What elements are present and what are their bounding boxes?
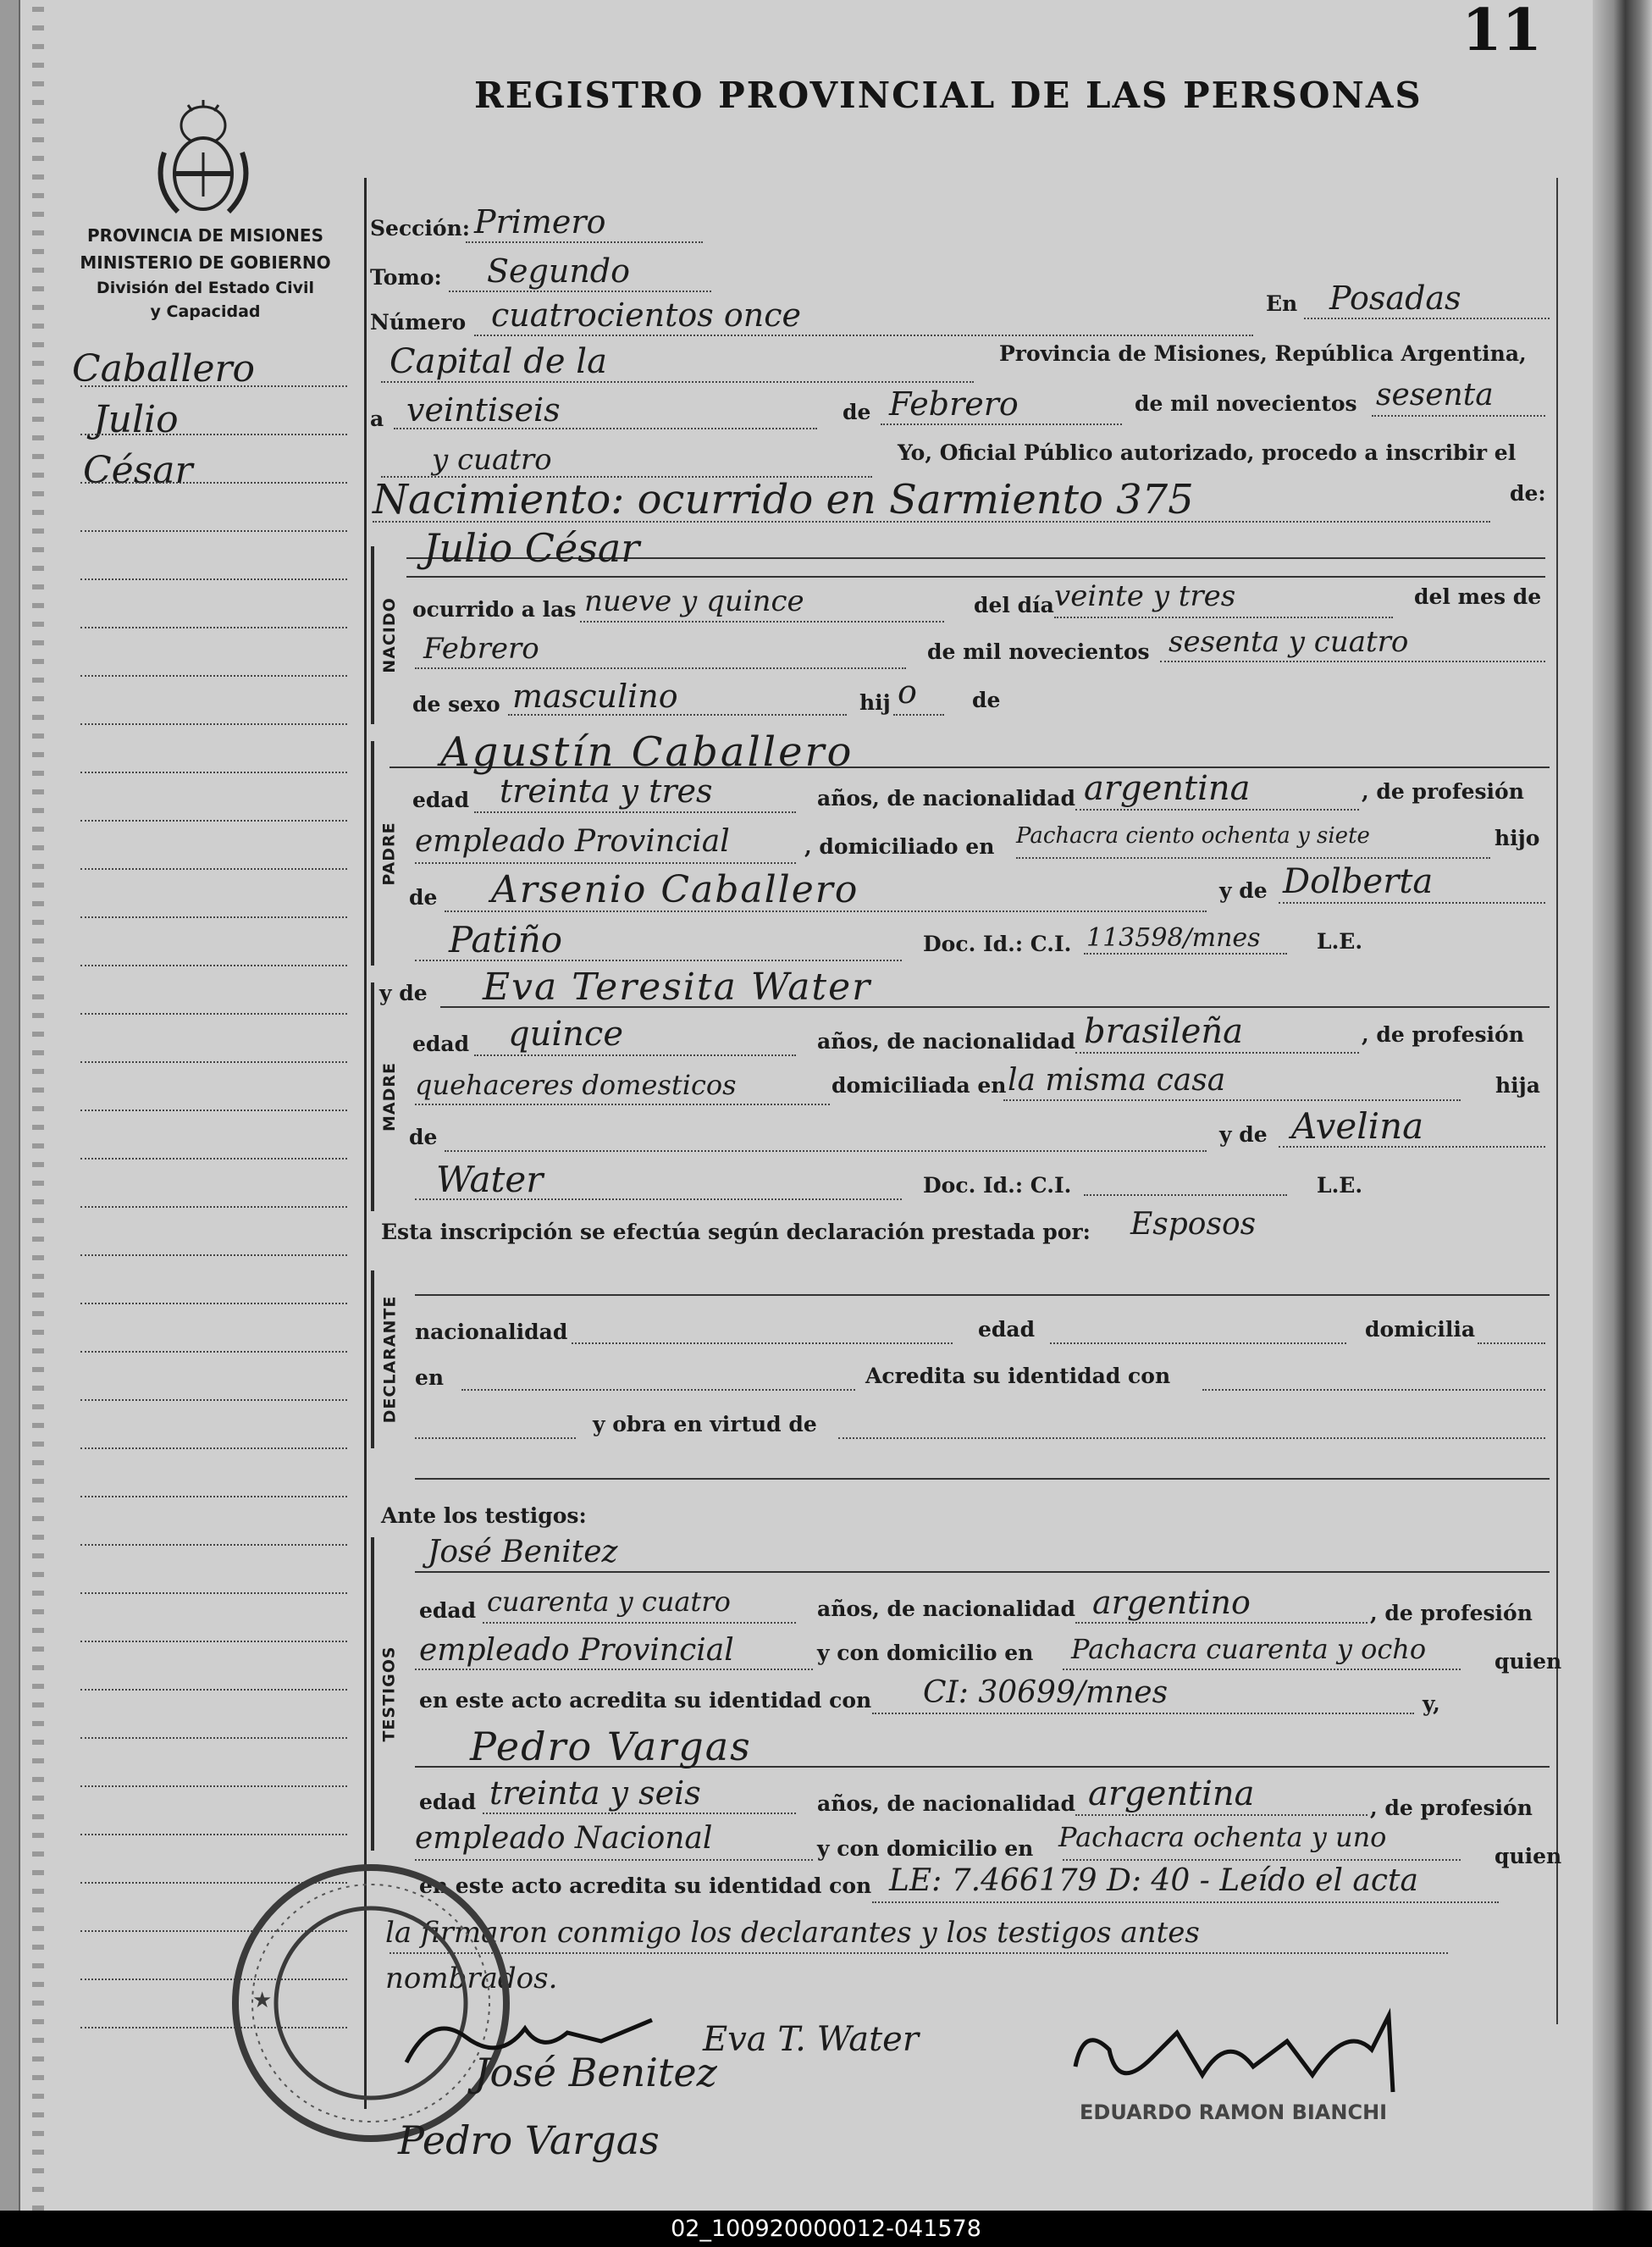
madre-name: Eva Teresita Water: [483, 966, 872, 1009]
margin-divider: [364, 178, 367, 2109]
inscribir-value: Nacimiento: ocurrido en Sarmiento 375: [373, 476, 1194, 523]
madre-profesion-label: , de profesión: [1362, 1022, 1524, 1047]
anio-value-1: sesenta: [1376, 378, 1494, 412]
testigo-1-domicilio-label: y con domicilio en: [817, 1641, 1034, 1665]
sidebar-ruled-line: [80, 820, 347, 822]
en-value: Posadas: [1329, 279, 1461, 317]
padre-doc-label: Doc. Id.: C.I.: [923, 932, 1072, 956]
anio-nacimiento-value: sesenta y cuatro: [1169, 625, 1409, 659]
declarante-domicilio-label: domicilia: [1365, 1317, 1476, 1342]
declarante-nacionalidad-label: nacionalidad: [415, 1320, 568, 1344]
padre-domicilio-value: Pachacra ciento ochenta y siete: [1016, 823, 1370, 849]
testigo-1-domicilio-value: Pachacra cuarenta y ocho: [1071, 1633, 1427, 1665]
sidebar-ruled-line: [80, 1544, 347, 1546]
hij-value: o: [898, 673, 917, 711]
sidebar-ruled-line: [80, 385, 347, 387]
mes-nacimiento-value: Febrero: [423, 632, 539, 666]
testigo-2-acredita-label: en este acto acredita su identidad con: [419, 1873, 872, 1898]
testigo-1-acredita-label: en este acto acredita su identidad con: [419, 1688, 872, 1713]
anio-value-2: y cuatro: [432, 443, 552, 477]
de-label: de: [843, 400, 871, 424]
testigo-2-domicilio-label: y con domicilio en: [817, 1836, 1034, 1861]
madre-nacionalidad-value: brasileña: [1084, 1012, 1243, 1051]
mil-novecientos-label: de mil novecientos: [1135, 391, 1357, 416]
coat-of-arms-icon: [152, 93, 254, 220]
nacido-section: NACIDO: [380, 597, 400, 673]
sidebar-surname: Caballero: [72, 347, 256, 390]
sidebar-ruled-line: [80, 1351, 347, 1353]
declarante-obra-label: y obra en virtud de: [593, 1412, 817, 1436]
sidebar-ruled-line: [80, 1592, 347, 1594]
madre-nacionalidad-label: años, de nacionalidad: [817, 1029, 1075, 1054]
madre-domicilio-value: la misma casa: [1008, 1063, 1226, 1098]
sidebar-ruled-line: [80, 1785, 347, 1787]
declarante-en-label: en: [415, 1365, 445, 1390]
testigo-2-quien-label: quien: [1495, 1844, 1562, 1868]
testigo-2-edad-value: treinta y seis: [489, 1774, 701, 1812]
capital-value: Capital de la: [390, 342, 607, 381]
padre-nacionalidad-value: argentina: [1084, 769, 1251, 808]
padre-nacionalidad-label: años, de nacionalidad: [817, 786, 1075, 811]
testigo-2-edad-label: edad: [419, 1790, 477, 1814]
sidebar-ruled-line: [80, 1496, 347, 1497]
testigo-1-profesion-label: , de profesión: [1370, 1601, 1533, 1625]
padre-doc-value: 113598/mnes: [1086, 923, 1261, 953]
seccion-value: Primero: [474, 203, 606, 241]
del-mes-label: del mes de: [1414, 584, 1542, 609]
org-line-1: PROVINCIA DE MISIONES: [87, 225, 323, 246]
padre-profesion-label: , de profesión: [1362, 779, 1524, 804]
sidebar-ruled-line: [80, 1834, 347, 1835]
tomo-label: Tomo:: [370, 265, 442, 290]
madre-section: MADRE: [380, 1062, 399, 1132]
dia-inscripcion-value: veintiseis: [406, 391, 561, 429]
sidebar-ruled-line: [80, 627, 347, 628]
numero-label: Número: [370, 310, 467, 335]
testigo-1-name: José Benitez: [428, 1535, 618, 1569]
sidebar-ruled-line: [80, 1013, 347, 1015]
madre-hija-label: hija: [1495, 1073, 1540, 1098]
closing-line-1: la firmaron conmigo los declarantes y los testigos antes: [385, 1916, 1200, 1950]
testigo-1-edad-value: cuarenta y cuatro: [487, 1586, 731, 1618]
svg-text:★: ★: [252, 1988, 273, 2013]
sidebar-ruled-line: [80, 1206, 347, 1208]
org-line-4: y Capacidad: [150, 302, 261, 321]
org-line-3: División del Estado Civil: [96, 279, 315, 297]
signature-witness-2: Pedro Vargas: [398, 2117, 660, 2163]
ante-testigos-label: Ante los testigos:: [381, 1503, 587, 1528]
testigo-2-nacionalidad-label: años, de nacionalidad: [817, 1791, 1075, 1816]
signature-mother-name: Eva T. Water: [703, 2020, 919, 2059]
sidebar-ruled-line: [80, 1399, 347, 1401]
testigo-1-edad-label: edad: [419, 1598, 477, 1623]
official-name-stamp: EDUARDO RAMON BIANCHI: [1080, 2100, 1388, 2124]
sidebar-name-2: César: [83, 449, 193, 492]
sidebar-ruled-line: [80, 530, 347, 532]
closing-line-2: nombrados.: [385, 1962, 558, 1995]
sidebar-name-1: Julio: [93, 398, 179, 441]
sexo-value: masculino: [512, 678, 678, 715]
numero-value: cuatrocientos once: [491, 296, 801, 334]
sexo-label: de sexo: [412, 692, 500, 717]
padre-edad-label: edad: [412, 788, 470, 812]
signature-witness-1: José Benitez: [474, 2050, 717, 2095]
padre-section: PADRE: [380, 821, 399, 886]
right-border: [1556, 178, 1558, 2024]
testigo-1-nacionalidad-value: argentino: [1092, 1584, 1251, 1621]
sidebar-ruled-line: [80, 772, 347, 773]
image-identifier: 02_100920000012-041578: [0, 2211, 1652, 2247]
mil-novecientos-label-2: de mil novecientos: [927, 639, 1150, 664]
binding-spine: [0, 0, 20, 2211]
abuelo-de-label: de: [409, 885, 438, 910]
issuing-organization: [59, 222, 351, 324]
testigos-section: TESTIGOS: [380, 1646, 399, 1742]
declarante-acredita-label: Acredita su identidad con: [865, 1364, 1171, 1388]
testigo-1-quien-label: quien: [1495, 1649, 1562, 1674]
declarante-edad-label: edad: [978, 1317, 1036, 1342]
tomo-value: Segundo: [487, 252, 630, 290]
sidebar-ruled-line: [80, 434, 347, 435]
testigo-2-profesion-label: , de profesión: [1370, 1796, 1533, 1820]
padre-name: Agustín Caballero: [440, 728, 854, 776]
provincia-text: Provincia de Misiones, República Argentina,: [999, 341, 1527, 366]
abuelo-name: Arsenio Caballero: [491, 868, 859, 911]
sidebar-ruled-line: [80, 1641, 347, 1642]
page-number: 11: [1461, 0, 1542, 64]
sidebar-ruled-line: [80, 578, 347, 580]
sidebar-ruled-line: [80, 965, 347, 966]
hora-value: nueve y quince: [584, 584, 804, 618]
hij-label: hij: [859, 690, 891, 715]
sidebar-ruled-line: [80, 1254, 347, 1256]
testigo-2-nacionalidad-value: argentina: [1088, 1774, 1255, 1813]
testigo-2-profesion-value: empleado Nacional: [415, 1821, 713, 1856]
binding-stitches: [32, 0, 44, 2211]
en-label: En: [1266, 291, 1298, 316]
testigo-2-name: Pedro Vargas: [470, 1724, 752, 1769]
testigo-2-domicilio-value: Pachacra ochenta y uno: [1058, 1821, 1387, 1853]
padre-y-de-label: y de: [1219, 878, 1268, 903]
padre-le-label: L.E.: [1317, 929, 1363, 954]
abuela-name-1: Dolberta: [1283, 862, 1434, 901]
testigo-2-id-value: LE: 7.466179 D: 40 - Leído el acta: [889, 1863, 1418, 1898]
del-dia-label: del día: [974, 593, 1054, 617]
abuela-materna-name-1: Avelina: [1291, 1105, 1424, 1147]
sidebar-ruled-line: [80, 1737, 347, 1739]
nacido-de-label: de: [972, 688, 1001, 712]
sidebar-ruled-line: [80, 1689, 347, 1691]
sidebar-ruled-line: [80, 1303, 347, 1304]
a-label: a: [370, 407, 384, 431]
padre-domicilio-label: , domiciliado en: [804, 834, 995, 859]
page-edge-shadow: [1593, 0, 1652, 2211]
madre-le-label: L.E.: [1317, 1173, 1363, 1198]
sidebar-ruled-line: [80, 1061, 347, 1063]
madre-domicilio-label: domiciliada en: [832, 1073, 1007, 1098]
testigo-1-profesion-value: empleado Provincial: [419, 1633, 734, 1668]
abuela-name-2: Patiño: [449, 919, 563, 960]
sidebar-ruled-line: [80, 1110, 347, 1111]
mes-inscripcion-value: Febrero: [889, 385, 1019, 423]
nacido-name: Julio César: [423, 525, 640, 571]
madre-doc-label: Doc. Id.: C.I.: [923, 1173, 1072, 1198]
ocurrido-label: ocurrido a las: [412, 597, 577, 622]
madre-edad-value: quince: [508, 1015, 623, 1054]
testigo-1-id-value: CI: 30699/mnes: [923, 1675, 1169, 1710]
testigo-1-nacionalidad-label: años, de nacionalidad: [817, 1597, 1075, 1621]
sidebar-ruled-line: [80, 723, 347, 725]
madre-y-de-label: y de: [379, 981, 428, 1005]
seccion-label: Sección:: [370, 216, 470, 241]
document-title: REGISTRO PROVINCIAL DE LAS PERSONAS: [474, 75, 1423, 116]
sidebar-ruled-line: [80, 482, 347, 484]
de-colon: de:: [1510, 481, 1546, 506]
madre-profesion-value: quehaceres domesticos: [415, 1069, 737, 1101]
org-line-2: MINISTERIO DE GOBIERNO: [80, 252, 331, 273]
padre-profesion-value: empleado Provincial: [415, 824, 730, 859]
sidebar-ruled-line: [80, 1447, 347, 1449]
sidebar-ruled-line: [80, 868, 347, 870]
padre-hijo-label: hijo: [1495, 826, 1540, 850]
madre-edad-label: edad: [412, 1032, 470, 1056]
sidebar-ruled-line: [80, 675, 347, 677]
madre-y-de2-label: y de: [1219, 1122, 1268, 1147]
dia-nacimiento-value: veinte y tres: [1054, 579, 1236, 613]
declarante-section: DECLARANTE: [380, 1295, 399, 1424]
abuelo-materno-de-label: de: [409, 1125, 438, 1149]
declaracion-value: Esposos: [1130, 1207, 1257, 1242]
abuela-materna-name-2: Water: [436, 1159, 544, 1200]
padre-edad-value: treinta y tres: [500, 772, 713, 810]
testigo-1-y-label: y,: [1423, 1691, 1440, 1716]
sidebar-ruled-line: [80, 916, 347, 918]
sidebar-ruled-line: [80, 1158, 347, 1159]
yo-oficial-text: Yo, Oficial Público autorizado, procedo a inscribir el: [898, 440, 1517, 465]
declaracion-text: Esta inscripción se efectúa según declaración prestada por:: [381, 1220, 1091, 1244]
